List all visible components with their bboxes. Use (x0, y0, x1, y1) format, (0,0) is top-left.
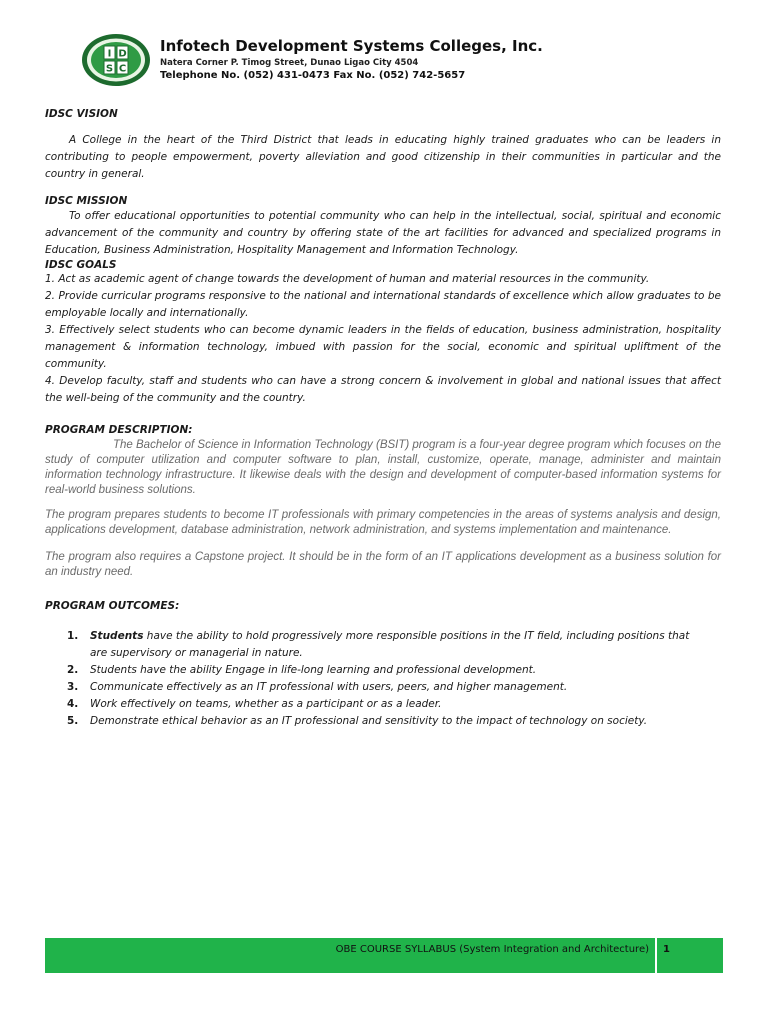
list-number: 5. (67, 715, 79, 727)
logo-letter: D (118, 48, 127, 60)
mission-text: To offer educational opportunities to potential community who can help in the intellectual, social, spiritual and economic advancement of the community and country by offering state of the art facilities for advanced and specialized programs in Education, Business Administration, Hospitality Management and Information Technology. (45, 210, 721, 256)
outcome-lead: Students (90, 630, 144, 642)
list-item (45, 713, 700, 730)
outcome-text: have the ability to hold progressively more responsible positions in the IT field, including positions that are supervisory or managerial in nature. (90, 630, 690, 659)
goal-item: 1. Act as academic agent of change towards the development of human and material resources in the community. (45, 273, 650, 285)
logo-letter: C (118, 63, 127, 75)
outcome-text: Communicate effectively as an IT professional with users, peers, and higher management. (90, 681, 568, 693)
outcomes-list (45, 628, 721, 730)
letterhead (80, 32, 720, 92)
college-logo-icon (80, 32, 152, 88)
page-footer (45, 938, 723, 973)
outcome-text: Students have the ability Engage in life-long learning and professional development. (90, 664, 537, 676)
org-name: Infotech Development Systems Colleges, Inc. (160, 37, 543, 55)
document-body (45, 108, 721, 730)
goals-heading: IDSC GOALS (45, 259, 117, 271)
list-item (45, 679, 700, 696)
org-address: Natera Corner P. Timog Street, Dunao Ligao City 4504 (160, 58, 419, 68)
goal-item: 3. Effectively select students who can become dynamic leaders in the fields of education, business administration, hospitality management & information technology, imbued with passion for the social, economic and spiritual upliftment of the community. (45, 324, 721, 370)
mission-heading: IDSC MISSION (45, 195, 128, 207)
list-item (45, 662, 700, 679)
goal-item: 2. Provide curricular programs responsive to the national and international standards of excellence which allow graduates to be employable locally and internationally. (45, 290, 721, 319)
org-info (160, 37, 543, 81)
org-phone: Telephone No. (052) 431-0473 Fax No. (052) 742-5657 (160, 70, 466, 81)
program-description-heading: PROGRAM DESCRIPTION: (45, 424, 193, 436)
list-number: 1. (67, 630, 79, 642)
goal-item: 4. Develop faculty, staff and students who can have a strong concern & involvement in global and national issues that affect the well-being of the community and the country. (45, 375, 721, 404)
logo-letter: I (107, 48, 112, 60)
list-item (45, 696, 700, 713)
list-number: 3. (67, 681, 79, 693)
program-description-paragraph: The program prepares students to become IT professionals with primary competencies in the areas of systems analysis and design, applications development, database administration, network administration, and systems implementation and maintenance. (45, 509, 721, 536)
program-outcomes-heading: PROGRAM OUTCOMES: (45, 600, 180, 612)
program-description-paragraph: The Bachelor of Science in Information Technology (BSIT) program is a four-year degree program which focuses on the study of computer utilization and computer software to plan, install, customize, operate, manage, administer and maintain information technology infrastructure. It likewise deals with the design and development of computer-based information systems for real-world business solutions. (45, 439, 721, 496)
list-number: 4. (67, 698, 79, 710)
list-item (45, 628, 700, 662)
outcome-text: Work effectively on teams, whether as a participant or as a leader. (90, 698, 442, 710)
vision-text: A College in the heart of the Third District that leads in educating highly trained graduates who can be leaders in contributing to people empowerment, poverty alleviation and good citizenship in their communities in particular and the country in general. (45, 134, 721, 180)
program-description-paragraph: The program also requires a Capstone project. It should be in the form of an IT applications development as a business solution for an industry need. (45, 551, 721, 578)
page-number: 1 (663, 944, 670, 955)
outcome-text: Demonstrate ethical behavior as an IT professional and sensitivity to the impact of technology on society. (90, 715, 648, 727)
footer-title: OBE COURSE SYLLABUS (System Integration and Architecture) (335, 944, 649, 955)
logo-letter: S (105, 63, 114, 75)
list-number: 2. (67, 664, 79, 676)
footer-divider (655, 938, 657, 973)
vision-heading: IDSC VISION (45, 108, 118, 120)
